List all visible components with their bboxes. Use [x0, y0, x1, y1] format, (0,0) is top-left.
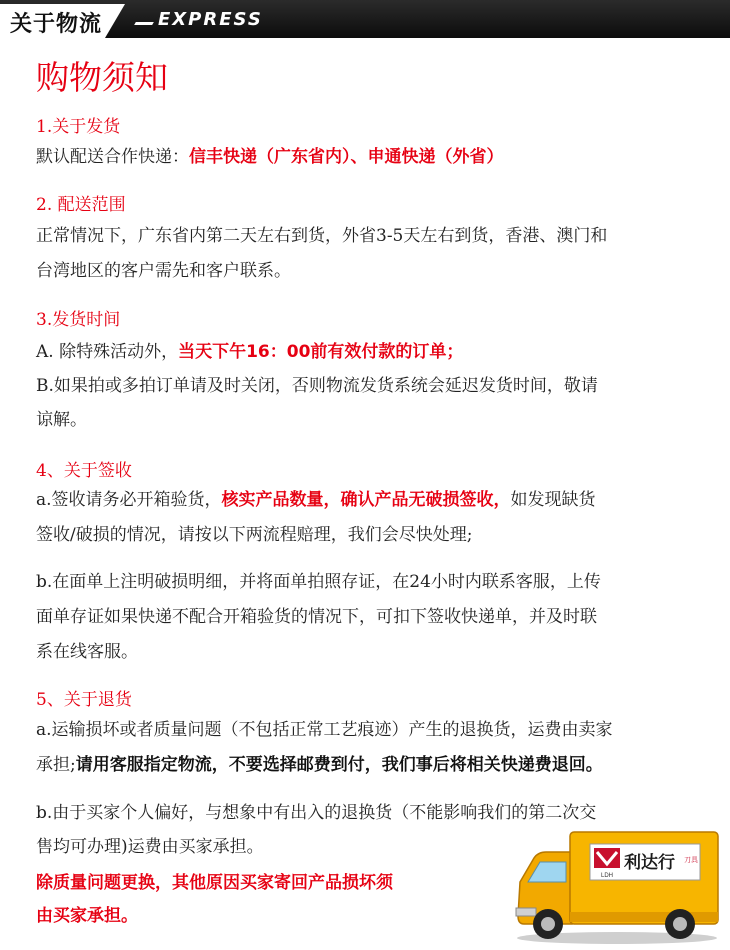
receipt-a-highlight: 核实产品数量，确认产品无破损签收， — [221, 490, 511, 510]
receipt-a-suffix: 如发现缺货 — [510, 490, 596, 510]
section-heading-returns: 5、关于退货 — [36, 690, 132, 710]
section-heading-time: 3.发货时间 — [36, 310, 121, 330]
truck-brand-suffix: 刀具 — [684, 856, 698, 864]
range-line-2: 台湾地区的客户需先和客户联系。 — [36, 261, 291, 281]
returns-line-a2 — [36, 748, 603, 782]
range-line-1: 正常情况下，广东省内第二天左右到货，外省3-5天左右到货，香港、澳门和 — [36, 226, 608, 246]
time-a-highlight: 当天下午16：00前有效付款的订单； — [178, 342, 464, 362]
shipping-prefix: 默认配送合作快递： — [36, 147, 189, 167]
returns-note-2: 由买家承担。 — [36, 906, 138, 926]
shipping-line — [36, 140, 504, 174]
truck-brand: 利达行 — [624, 853, 675, 873]
returns-line-a1: a.运输损坏或者质量问题（不包括正常工艺痕迹）产生的退换货，运费由卖家 — [36, 720, 613, 740]
header-stripe — [134, 22, 154, 25]
header-title: 关于物流 — [10, 12, 103, 37]
page-title: 购物须知 — [36, 58, 168, 97]
returns-note-1: 除质量问题更换，其他原因买家寄回产品损坏须 — [36, 873, 393, 893]
receipt-line-b2: 面单存证如果快递不配合开箱验货的情况下，可扣下签收快递单，并及时联 — [36, 607, 597, 627]
section-heading-receipt: 4、关于签收 — [36, 461, 132, 481]
section-heading-range: 2. 配送范围 — [36, 195, 126, 215]
section-heading-shipping: 1.关于发货 — [36, 117, 121, 137]
truck-logo-text: LDH — [600, 873, 614, 879]
shipping-carriers: 信丰快递（广东省内）、申通快递（外省） — [189, 147, 504, 167]
returns-a2-bold: 请用客服指定物流，不要选择邮费到付，我们事后将相关快递费退回。 — [75, 755, 603, 775]
time-a-prefix: A. 除特殊活动外， — [36, 342, 179, 362]
receipt-line-a1 — [36, 483, 596, 517]
delivery-truck-icon — [512, 820, 722, 945]
receipt-line-b3: 系在线客服。 — [36, 642, 138, 662]
receipt-line-a2: 签收/破损的情况，请按以下两流程赔理，我们会尽快处理; — [36, 525, 473, 545]
returns-a2-prefix: 承担; — [36, 755, 76, 775]
returns-line-b2: 售均可办理)运费由买家承担。 — [36, 837, 264, 857]
receipt-line-b1: b.在面单上注明破损明细，并将面单拍照存证，在24小时内联系客服，上传 — [36, 572, 601, 592]
returns-line-b1: b.由于买家个人偏好，与想象中有出入的退换货（不能影响我们的第二次交 — [36, 803, 597, 823]
header-subtitle: EXPRESS — [158, 9, 263, 30]
header-bar — [0, 0, 730, 38]
time-line-b1: B.如果拍或多拍订单请及时关闭，否则物流发货系统会延迟发货时间，敬请 — [36, 376, 598, 396]
time-line-a — [36, 335, 463, 369]
receipt-a-prefix: a.签收请务必开箱验货， — [36, 490, 222, 510]
time-line-b2: 谅解。 — [36, 410, 87, 430]
